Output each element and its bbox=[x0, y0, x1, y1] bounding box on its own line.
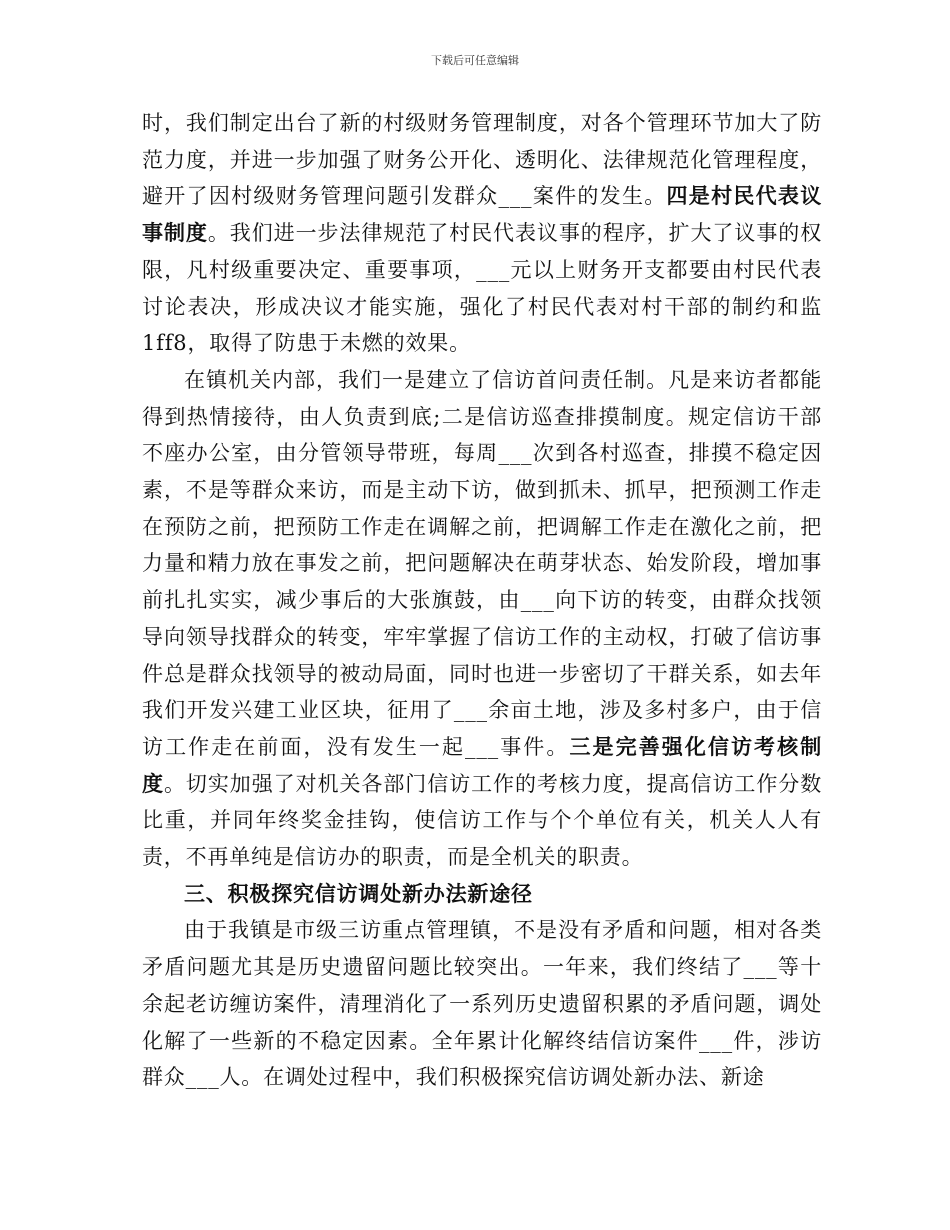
paragraph-2 bbox=[142, 362, 822, 876]
paragraph-1 bbox=[142, 105, 822, 362]
paragraph-1-bold-phrase: 四是村民代表议事制度 bbox=[142, 183, 822, 246]
paragraph-1-text-a: 时，我们制定出台了新的村级财务管理制度，对各个管理环节加大了防范力度，并进一步加强了财务公开化、透明化、法律规范化管理程度，避开了因村级财务管理问题引发群众___案件的发生。 bbox=[142, 111, 822, 209]
paragraph-2-bold-phrase: 三是完善强化信访考核制度 bbox=[142, 733, 822, 796]
document-body bbox=[142, 105, 822, 1096]
paragraph-2-text-b: 。切实加强了对机关各部门信访工作的考核力度，提高信访工作分数比重，并同年终奖金挂钩，使信访工作与个个单位有关，机关人人有责，不再单纯是信访办的职责，而是全机关的职责。 bbox=[142, 771, 822, 870]
paragraph-2-text-a: 在镇机关内部，我们一是建立了信访首问责任制。凡是来访者都能得到热情接待，由人负责到底;二是信访巡查排摸制度。规定信访干部不座办公室，由分管领导带班，每周___次到各村巡查，排摸不稳定因素，不是等群众来访，而是主动下访，做到抓未、抓早，把预测工作走在预防之前，把预防工作走在调解之前，把调解工作走在激化之前，把力量和精力放在事发之前，把问题解决在萌芽状态、始发阶段，增加事前扎扎实实，减少事后的大张旗鼓，由___向下访的转变，由群众找领导向领导找群众的转变，牢牢掌握了信访工作的主动权，打破了信访事件总是群众找领导的被动局面，同时也进一步密切了干群关系，如去年我们开发兴建工业区块，征用了___余亩土地，涉及多村多户，由于信访工作走在前面，没有发生一起___事件。 bbox=[142, 367, 822, 759]
page-header-caption: 下载后可任意编辑 bbox=[431, 54, 519, 67]
paragraph-3 bbox=[142, 912, 822, 1096]
paragraph-3-text: 由于我镇是市级三访重点管理镇，不是没有矛盾和问题，相对各类矛盾问题尤其是历史遗留问题比较突出。一年来，我们终结了___等十余起老访缠访案件，清理消化了一系列历史遗留积累的矛盾问题，调处化解了一些新的不稳定因素。全年累计化解终结信访案件___件，涉访群众___人。在调处过程中，我们积极探究信访调处新办法、新途 bbox=[142, 918, 822, 1090]
section-heading: 三、积极探究信访调处新办法新途径 bbox=[184, 880, 533, 906]
paragraph-1-text-b: 。我们进一步法律规范了村民代表议事的程序，扩大了议事的权限，凡村级重要决定、重要事项，___元以上财务开支都要由村民代表讨论表决，形成决议才能实施，强化了村民代表对村干部的制约和监1ff8，取得了防患于未燃的效果。 bbox=[142, 221, 822, 356]
